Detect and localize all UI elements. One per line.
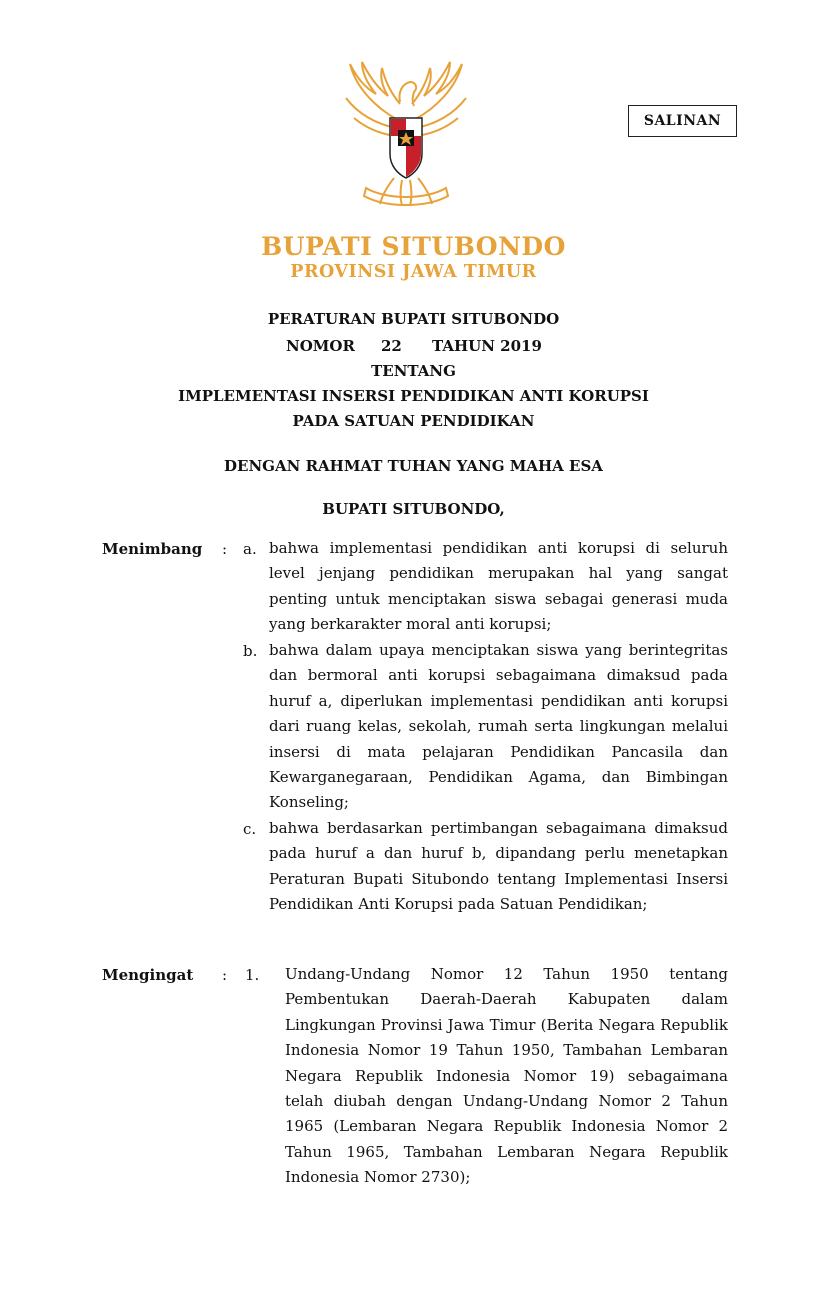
subject-line-2: PADA SATUAN PENDIDIKAN bbox=[292, 412, 535, 430]
authority: BUPATI SITUBONDO, bbox=[322, 500, 505, 518]
header-title: BUPATI SITUBONDO bbox=[261, 232, 566, 261]
tahun-label: TAHUN 2019 bbox=[432, 337, 542, 355]
mengingat-item-1: Undang-Undang Nomor 12 Tahun 1950 tentang Pembentukan Daerah-Daerah Kabupaten dalam Lingkungan Provinsi Jawa Timur (Berita Negara Republik Indonesia Nomor 19 Tahun 1950, Tambahan Lembaran Negara Republik Indonesia Nomor 19) sebagaimana telah diubah dengan Undang-Undang Nomor 2 Tahun 1965 (Lembaran Negara Republik Indonesia Nomor 2 Tahun 1965, Tambahan Lembaran Negara Republik Indonesia Nomor 2730); bbox=[285, 965, 728, 1187]
salinan-stamp: SALINAN bbox=[628, 105, 737, 137]
mengingat-colon: : bbox=[222, 966, 228, 984]
nomor-value: 22 bbox=[381, 337, 402, 355]
tentang-label: TENTANG bbox=[371, 362, 456, 380]
mengingat-label: Mengingat bbox=[102, 966, 194, 984]
menimbang-marker-c: c. bbox=[243, 820, 257, 838]
mengingat-marker-1: 1. bbox=[245, 966, 260, 984]
menimbang-item-c: bahwa berdasarkan pertimbangan sebagaimana dimaksud pada huruf a dan huruf b, dipandang perlu menetapkan Peraturan Bupati Situbondo tentang Implementasi Insersi Pendidikan Anti Korupsi pada Satuan Pendidikan; bbox=[269, 819, 728, 914]
menimbang-colon: : bbox=[222, 540, 228, 558]
menimbang-item-a: bahwa implementasi pendidikan anti korupsi di seluruh level jenjang pendidikan merupakan hal yang sangat penting untuk menciptakan siswa sebagai generasi muda yang berkarakter moral anti korupsi; bbox=[269, 539, 728, 634]
menimbang-marker-a: a. bbox=[243, 540, 257, 558]
invocation: DENGAN RAHMAT TUHAN YANG MAHA ESA bbox=[224, 457, 603, 475]
subject-line-1: IMPLEMENTASI INSERSI PENDIDIKAN ANTI KORUPSI bbox=[178, 387, 649, 405]
regulation-name: PERATURAN BUPATI SITUBONDO bbox=[267, 310, 560, 328]
garuda-pancasila-emblem-icon bbox=[336, 58, 476, 214]
nomor-label: NOMOR bbox=[286, 337, 355, 355]
menimbang-item-b: bahwa dalam upaya menciptakan siswa yang berintegritas dan bermoral anti korupsi sebagaimana dimaksud pada huruf a, diperlukan implementasi pendidikan anti korupsi dari ruang kelas, sekolah, rumah serta lingkungan melalui insersi di mata pelajaran Pendidikan Pancasila dan Kewarganegaraan, Pendidikan Agama, dan Bimbingan Konseling; bbox=[269, 641, 728, 812]
menimbang-label: Menimbang bbox=[102, 540, 203, 558]
menimbang-marker-b: b. bbox=[243, 642, 258, 660]
header-subtitle: PROVINSI JAWA TIMUR bbox=[290, 262, 537, 282]
